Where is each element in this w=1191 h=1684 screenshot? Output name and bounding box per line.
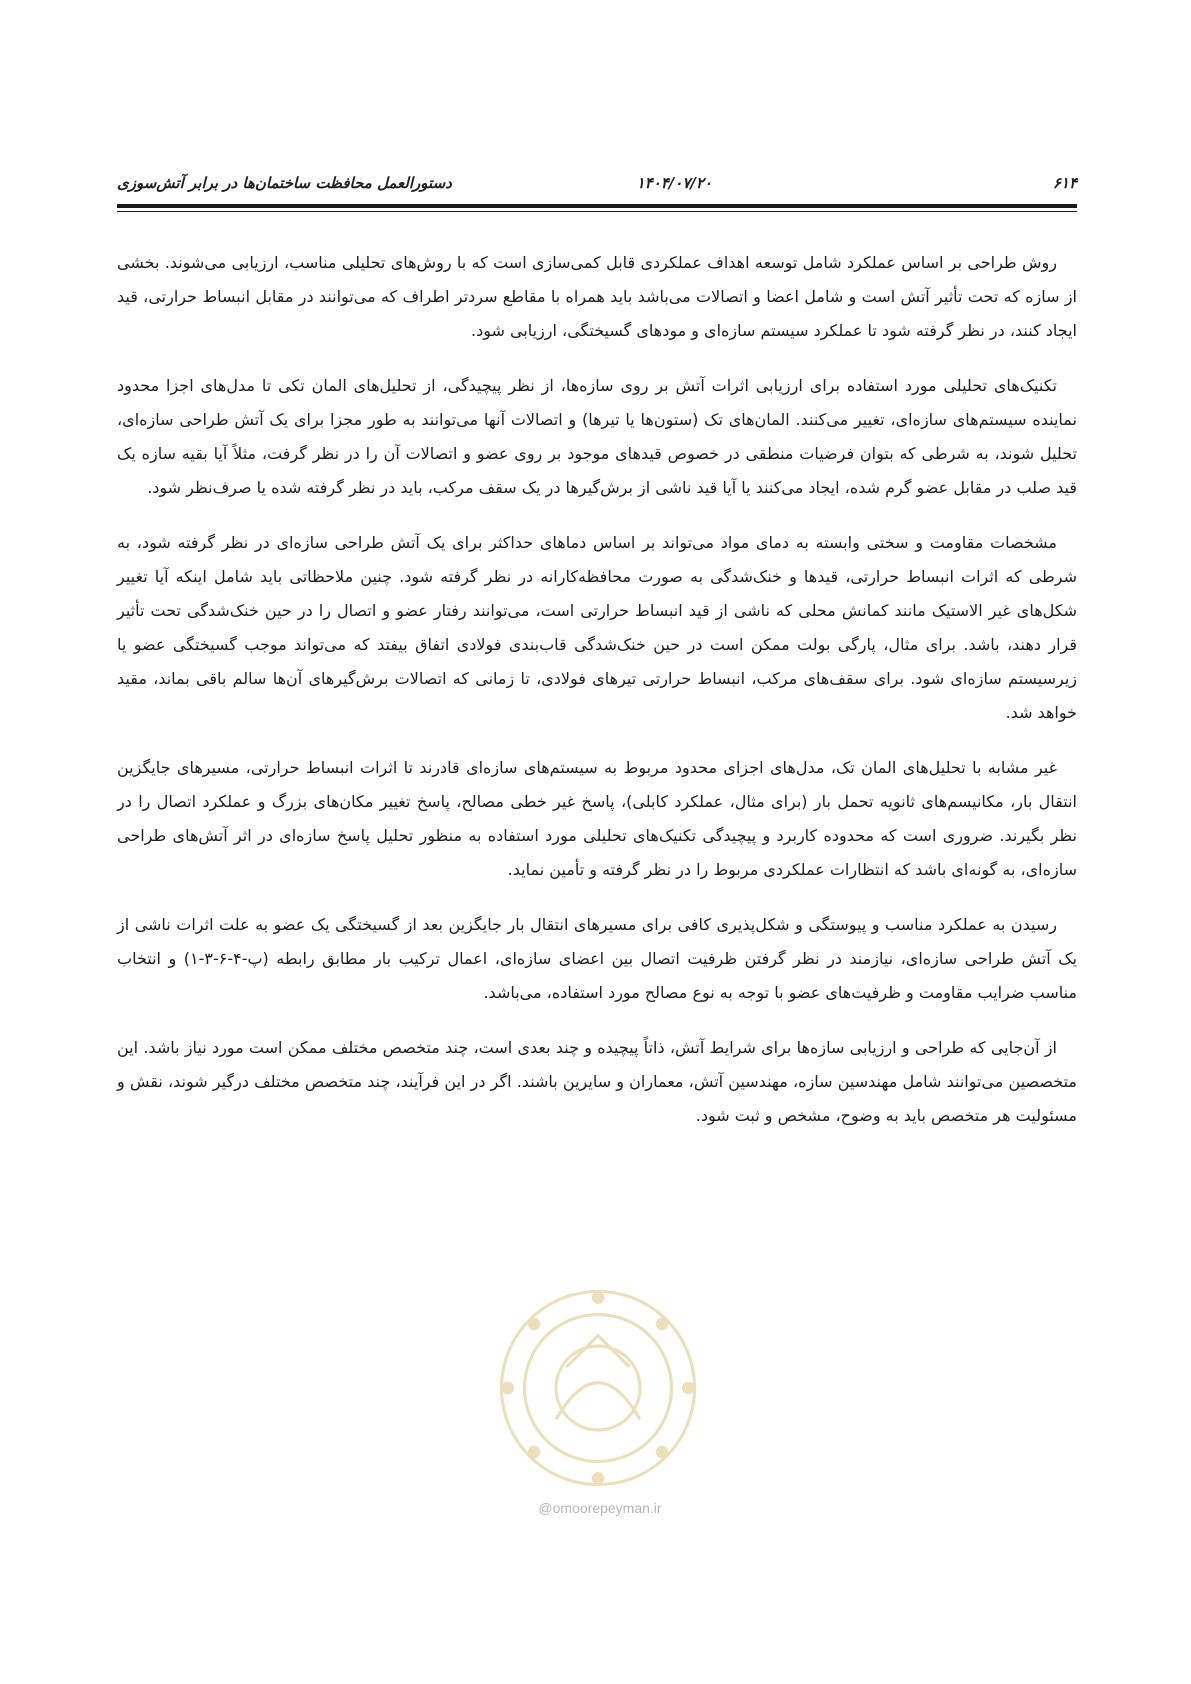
watermark-seal-icon bbox=[493, 1283, 703, 1493]
paragraph: از آن‌جایی که طراحی و ارزیابی سازه‌ها برای شرایط آتش، ذاتاً پیچیده و چند بعدی است، چند متخصص مختلف ممکن است مورد نیاز باشد. این متخصصین می‌توانند شامل مهندسین سازه، مهندسین آتش، معماران و سایرین باشند. اگر در این فرآیند، چند متخصص مختلف درگیر شوند، نقش و مسئولیت هر متخصص باید به وضوح، مشخص و ثبت شود. bbox=[117, 1038, 1077, 1125]
header-rule-thick bbox=[117, 204, 1077, 208]
header-date: ۱۴۰۴/۰۷/۲۰ bbox=[636, 174, 712, 192]
paragraph: تکنیک‌های تحلیلی مورد استفاده برای ارزیابی اثرات آتش بر روی سازه‌ها، از نظر پیچیدگی، از تحلیل‌های المان تکی تا مدل‌های اجزا محدود نماینده سیستم‌های سازه‌ای، تغییر می‌کنند. المان‌های تک (ستون‌ها یا تیرها) و اتصالات آنها می‌توانند به طور مجزا برای یک آتش طراحی سازه‌ای، تحلیل شوند، به شرطی که بتوان فرضیات منطقی در خصوص قیدهای موجود بر روی عضو و اتصالات آن را در نظر گرفت، مثلاً آیا بقیه سازه یک قید صلب در مقابل عضو گرم شده، ایجاد می‌کنند یا آیا قید ناشی از برش‌گیرها در یک سقف مرکب، باید در نظر گرفته شده یا صرف‌نظر شود. bbox=[117, 376, 1077, 497]
paragraph: غیر مشابه با تحلیل‌های المان تک، مدل‌های اجزای محدود مربوط به سیستم‌های سازه‌ای قادرند تا اثرات انبساط حرارتی، مسیرهای جایگزین انتقال بار، مکانیسم‌های ثانویه تحمل بار (برای مثال، عملکرد کابلی)، پاسخ غیر خطی مصالح، پاسخ تغییر مکان‌های بزرگ و عملکرد اتصال را در نظر بگیرند. ضروری است که محدوده کاربرد و پیچیدگی تکنیک‌های تحلیلی مورد استفاده به منظور تحلیل پاسخ سازه‌ای در اثر آتش‌های طراحی سازه‌ای، به گونه‌ای باشد که انتظارات عملکردی مربوط را در نظر گرفته و تأمین نماید. bbox=[117, 758, 1077, 879]
header-title: دستورالعمل محافظت ساختمان‌ها در برابر آتش‌سوزی bbox=[117, 174, 452, 192]
paragraph: مشخصات مقاومت و سختی وابسته به دمای مواد می‌تواند بر اساس دماهای حداکثر برای یک آتش طراحی سازه‌ای در نظر گرفته شود، به شرطی که اثرات انبساط حرارتی، قیدها و خنک‌شدگی به صورت محافظه‌کارانه در نظر گرفته شود. چنین ملاحظاتی باید شامل اینکه آیا تغییر شکل‌های غیر الاستیک مانند کمانش محلی که ناشی از قید انبساط حرارتی است، می‌توانند رفتار عضو و اتصال را در حین خنک‌شدگی تحت تأثیر قرار دهند، باشد. برای مثال، پارگی بولت ممکن است در حین خنک‌شدگی قاب‌بندی فولادی اتفاق بیفتد که می‌تواند موجب گسیختگی عضو یا زیرسیستم سازه‌ای شود. برای سقف‌های مرکب، انبساط حرارتی تیرهای فولادی، تا زمانی که اتصالات برش‌گیرهای آن‌ها سالم باقی بماند، مقید خواهد شد. bbox=[117, 533, 1077, 722]
paragraph: روش طراحی بر اساس عملکرد شامل توسعه اهداف عملکردی قابل کمی‌سازی است که با روش‌های تحلیلی مناسب، ارزیابی می‌شوند. بخشی از سازه که تحت تأثیر آتش است و شامل اعضا و اتصالات می‌باشد باید همراه با مقاطع سردتر اطراف که می‌توانند در مقابل انبساط حرارتی، قید ایجاد کنند، در نظر گرفته شود تا عملکرد سیستم سازه‌ای و مودهای گسیختگی، ارزیابی شود. bbox=[117, 253, 1077, 340]
page-header bbox=[117, 170, 1077, 206]
watermark-text: @omoorepeyman.ir bbox=[538, 1500, 662, 1516]
paragraph: رسیدن به عملکرد مناسب و پیوستگی و شکل‌پذیری کافی برای مسیرهای انتقال بار جایگزین بعد از گسیختگی یک عضو به علت اثرات ناشی از یک آتش طراحی سازه‌ای، نیازمند در نظر گرفتن ظرفیت اتصال بین اعضای سازه‌ای، اعمال ترکیب بار مطابق رابطه (پ-۴-۶-۳-۱) و انتخاب مناسب ضرایب مقاومت و ظرفیت‌های عضو با توجه به نوع مصالح مورد استفاده، می‌باشد. bbox=[117, 915, 1077, 1002]
header-rule-thin bbox=[117, 211, 1077, 212]
page-number: ۶۱۴ bbox=[1052, 174, 1077, 192]
body-text bbox=[117, 246, 1077, 1154]
